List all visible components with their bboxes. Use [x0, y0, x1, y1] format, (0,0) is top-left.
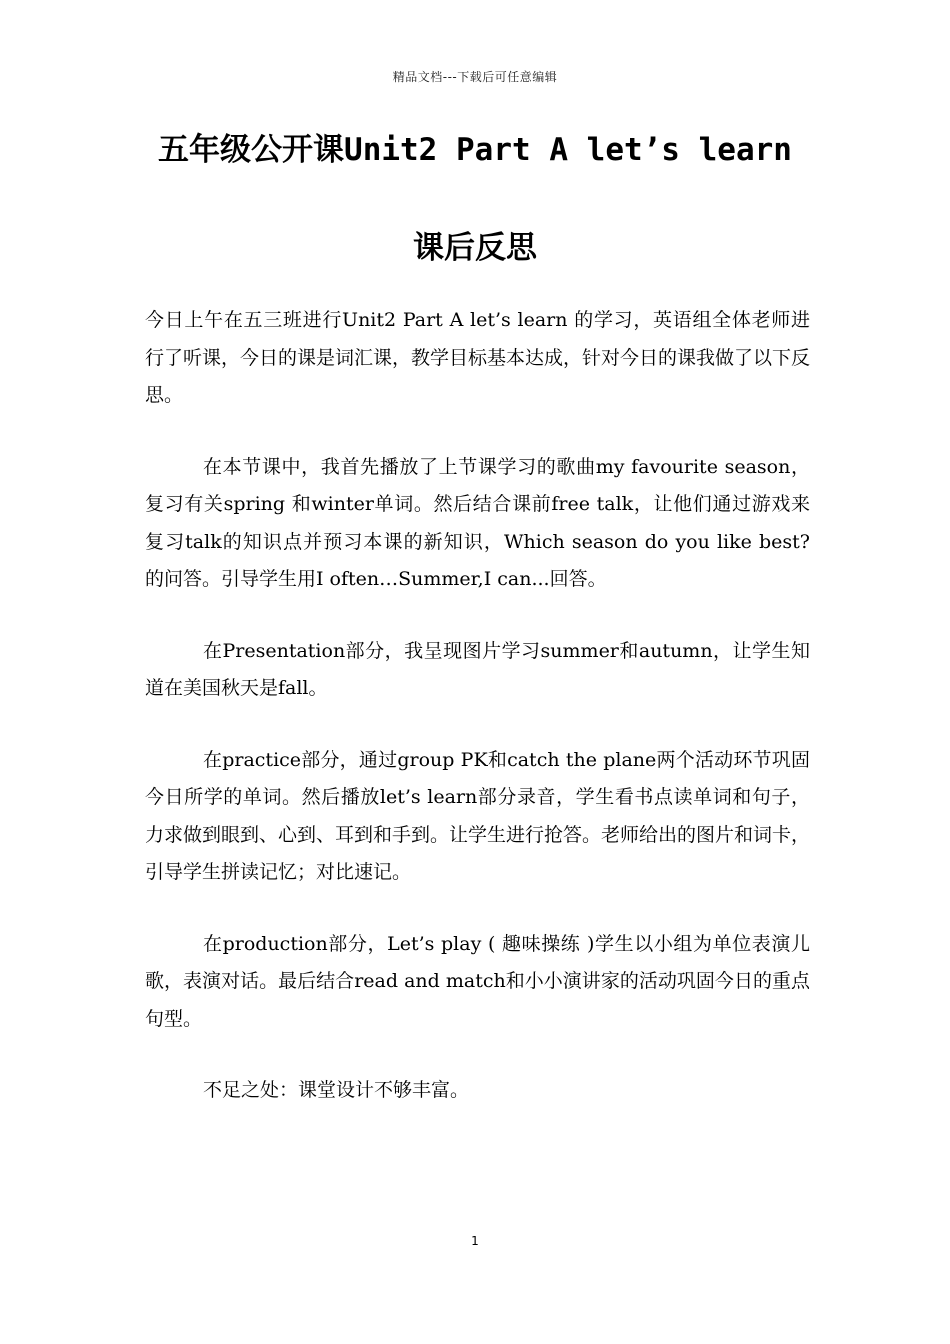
page-number: 1	[471, 1234, 479, 1248]
document-title-line-1: 五年级公开课Unit2 Part A let’s learn	[158, 132, 792, 168]
paragraph-intro: 今日上午在五三班进行Unit2 Part A let’s learn 的学习，英语组全体老师进行了听课，今日的课是词汇课，教学目标基本达成，针对今日的课我做了以下反思。	[145, 309, 811, 406]
paragraph-shortcomings: 不足之处：课堂设计不够丰富。	[203, 1079, 470, 1101]
paragraph-warm-up: 在本节课中，我首先播放了上节课学习的歌曲my favourite season，复习有关spring 和winter单词。然后结合课前free talk，让他们通过游戏来复习talk的知识点并预习本课的新知识，Which season do you like best? 的问答。引导学生用I often…Summer,I can...回答。	[145, 455, 810, 590]
document-title-line-2: 课后反思	[413, 230, 537, 266]
page-header: 精品文档---下载后可任意编辑	[392, 70, 558, 84]
document-body	[145, 302, 810, 1144]
paragraph-practice: 在practice部分，通过group PK和catch the plane两个活动环节巩固今日所学的单词。然后播放let’s learn部分录音，学生看书点读单词和句子，力求做到眼到、心到、耳到和手到。让学生进行抢答。老师给出的图片和词卡，引导学生拼读记忆；对比速记。	[145, 748, 811, 883]
paragraph-production: 在production部分，Let’s play ( 趣味操练 )学生以小组为单位表演儿歌，表演对话。最后结合read and match和小小演讲家的活动巩固今日的重点句型。	[145, 932, 810, 1030]
paragraph-presentation: 在Presentation部分，我呈现图片学习summer和autumn，让学生知道在美国秋天是fall。	[145, 639, 810, 699]
